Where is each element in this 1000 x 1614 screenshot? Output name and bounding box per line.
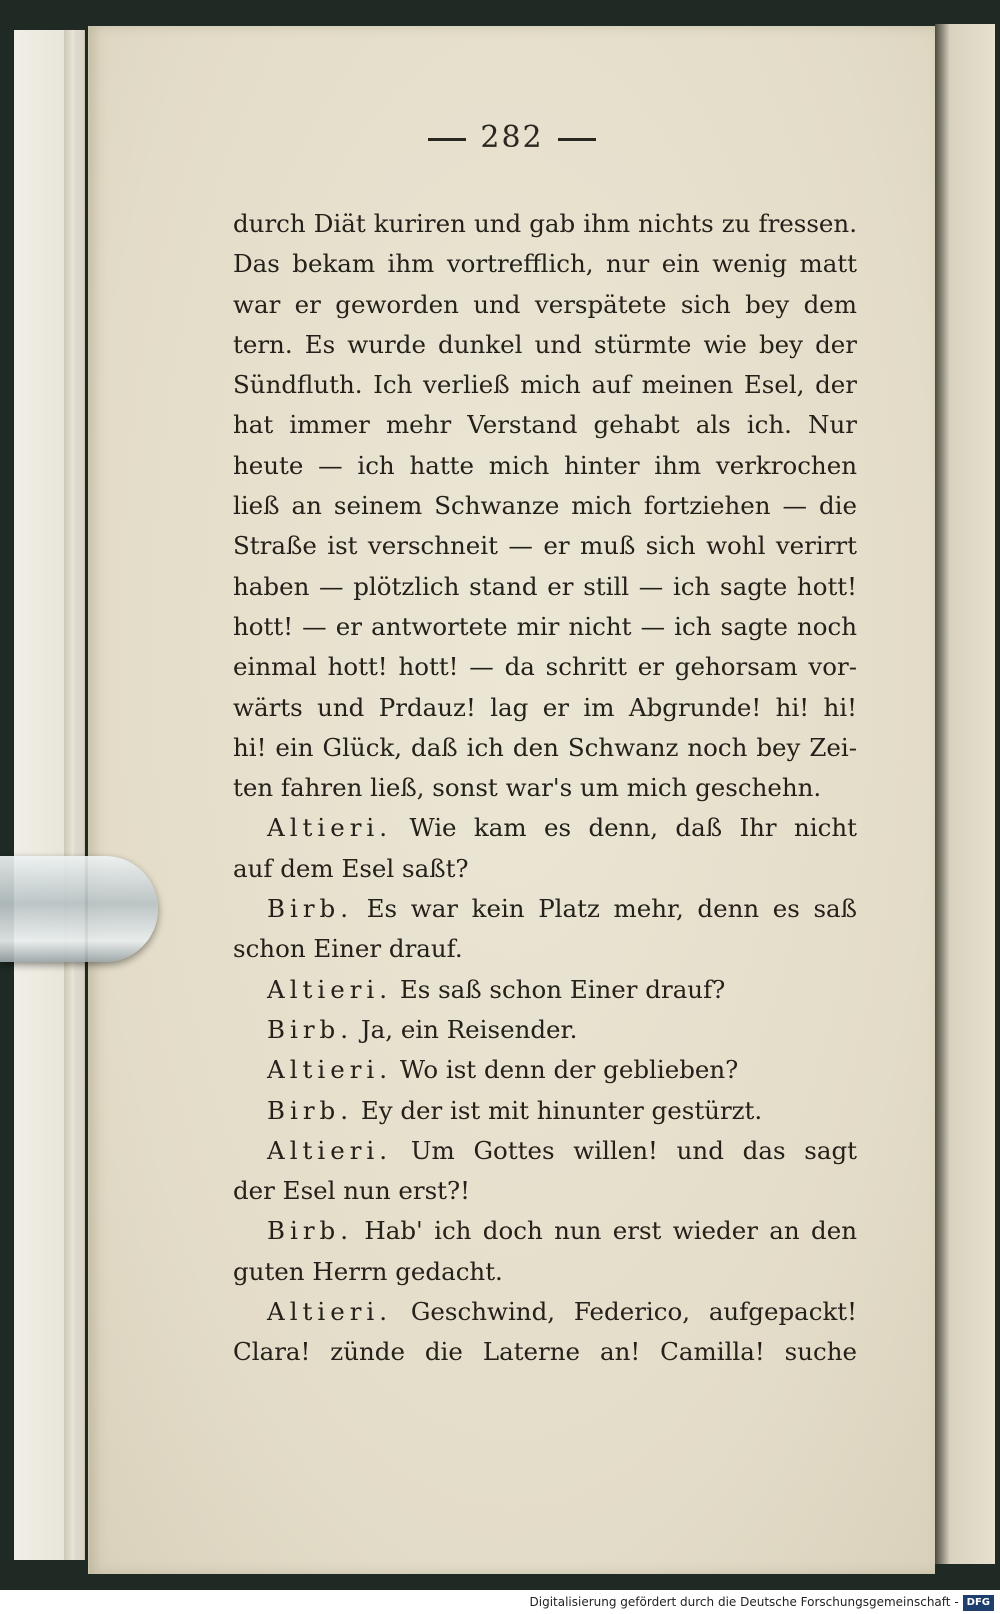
footer-bar bbox=[0, 1590, 1000, 1614]
speech-continuation: Clara! zünde die Laterne an! Camilla! suche bbox=[233, 1337, 857, 1367]
text-line: einmal hott! hott! — da schritt er gehorsam vor- bbox=[233, 652, 857, 682]
speaker-name: Altieri. bbox=[267, 1055, 393, 1085]
speech-text: Ja, ein Reisender. bbox=[360, 1014, 578, 1044]
text-line: hat immer mehr Verstand gehabt als ich. Nur bbox=[233, 410, 857, 440]
dialogue-line bbox=[233, 1292, 857, 1332]
speech-continuation: der Esel nun erst?! bbox=[233, 1176, 470, 1206]
text-line: haben — plötzlich stand er still — ich sagte hott! bbox=[233, 571, 857, 601]
text-line: war er geworden und verspätete sich bey dem bbox=[233, 289, 857, 319]
text-line: wärts und Prdauz! lag er im Abgrunde! hi! hi! bbox=[233, 692, 857, 722]
text-line: ließ an seinem Schwanze mich fortziehen — die bbox=[233, 491, 857, 521]
speech-text: Wo ist denn der geblieben? bbox=[399, 1055, 739, 1085]
speaker-name: Altieri. bbox=[267, 813, 393, 843]
speech-continuation: guten Herrn gedacht. bbox=[233, 1256, 503, 1286]
dialogue-line bbox=[233, 1091, 857, 1131]
text-line: durch Diät kuriren und gab ihm nichts zu fressen. bbox=[233, 209, 857, 238]
speaker-name: Altieri. bbox=[267, 974, 393, 1004]
speaker-name: Birb. bbox=[267, 1014, 354, 1044]
right-page-edges bbox=[935, 24, 995, 1564]
page-edge-shadow bbox=[64, 30, 74, 1560]
header-dash-right bbox=[558, 138, 596, 141]
text-line: Sündfluth. Ich verließ mich auf meinen Esel, der bbox=[233, 370, 857, 400]
speech-text: Geschwind, Federico, aufgepackt! bbox=[410, 1297, 857, 1327]
speech-text: Es war kein Platz mehr, denn es saß bbox=[366, 894, 857, 924]
speech-continuation: auf dem Esel saßt? bbox=[233, 853, 469, 883]
dialogue-line bbox=[233, 889, 857, 929]
page-number: 282 bbox=[480, 120, 544, 155]
speaker-name: Birb. bbox=[267, 894, 354, 924]
dialogue-line bbox=[233, 1211, 857, 1251]
page-clip bbox=[0, 856, 158, 962]
dfg-logo: DFG bbox=[963, 1595, 994, 1611]
text-line: ten fahren ließ, sonst war's um mich geschehn. bbox=[233, 773, 822, 803]
speech-continuation: schon Einer drauf. bbox=[233, 934, 463, 964]
dialogue-line bbox=[233, 1010, 857, 1050]
speaker-name: Birb. bbox=[267, 1095, 354, 1125]
speech-text: Um Gottes willen! und das sagt bbox=[410, 1135, 857, 1165]
text-line: Das bekam ihm vortrefflich, nur ein wenig matt bbox=[233, 249, 857, 279]
header-dash-left bbox=[428, 138, 466, 141]
speech-text: Es saß schon Einer drauf? bbox=[399, 974, 726, 1004]
page-text bbox=[233, 204, 857, 1373]
speech-text: Wie kam es denn, daß Ihr nicht bbox=[409, 813, 857, 843]
book-page bbox=[88, 26, 935, 1574]
text-line: hott! — er antwortete mir nicht — ich sagte noch bbox=[233, 611, 857, 641]
text-line: tern. Es wurde dunkel und stürmte wie bey der bbox=[233, 329, 857, 359]
page-header bbox=[89, 120, 935, 155]
text-line: Straße ist verschneit — er muß sich wohl verirrt bbox=[233, 531, 857, 561]
dialogue-line bbox=[233, 808, 857, 848]
text-line: heute — ich hatte mich hinter ihm verkrochen bbox=[233, 450, 857, 480]
speaker-name: Altieri. bbox=[267, 1135, 393, 1165]
footer-credit: Digitalisierung gefördert durch die Deutsche Forschungsgemeinschaft - bbox=[529, 1595, 959, 1609]
speaker-name: Birb. bbox=[267, 1216, 354, 1246]
left-page-edges bbox=[14, 30, 85, 1560]
speaker-name: Altieri. bbox=[267, 1297, 393, 1327]
text-line: hi! ein Glück, daß ich den Schwanz noch bey Zei- bbox=[233, 732, 857, 762]
speech-text: Ey der ist mit hinunter gestürzt. bbox=[360, 1095, 763, 1125]
speech-text: Hab' ich doch nun erst wieder an den bbox=[364, 1216, 857, 1246]
dialogue-line bbox=[233, 1131, 857, 1171]
dialogue-line bbox=[233, 970, 857, 1010]
dialogue-line bbox=[233, 1050, 857, 1090]
